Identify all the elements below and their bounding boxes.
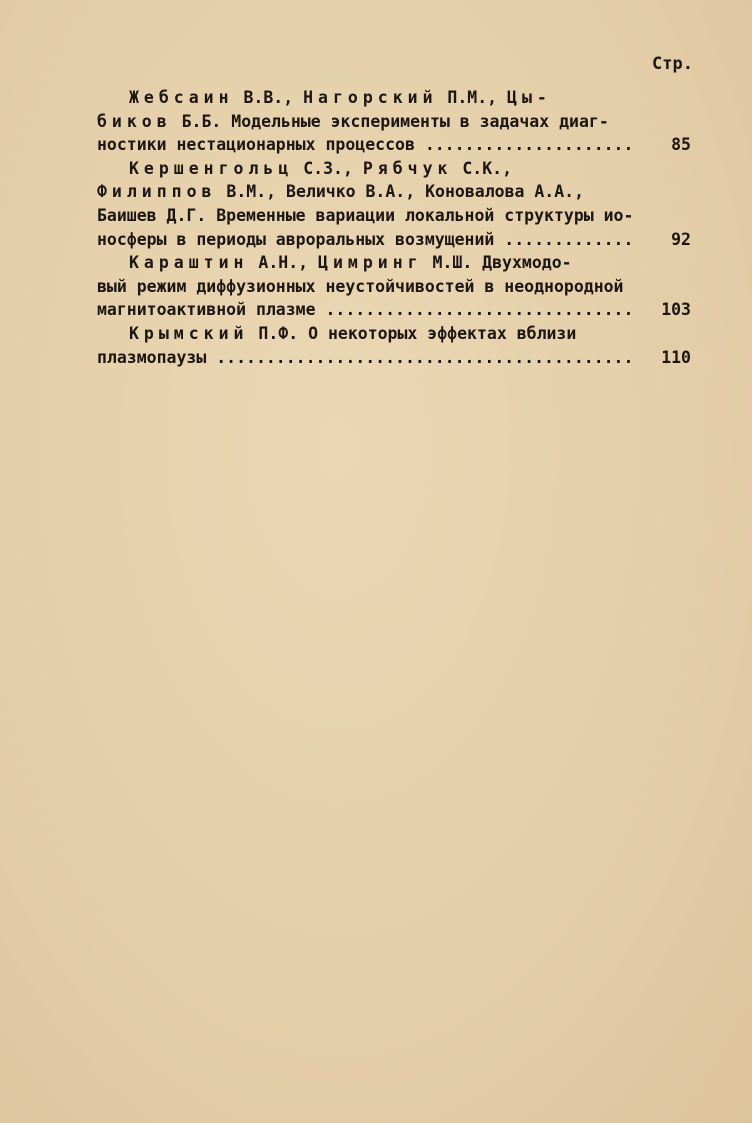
- author-name-spaced: биков: [97, 111, 172, 131]
- entry-title-text: магнитоактивной плазме ...............................: [97, 300, 634, 320]
- entry-title-text: Б.Б. Модельные эксперименты в задачах диаг-: [171, 111, 609, 131]
- entry-line: [97, 346, 697, 370]
- page-number: 103: [661, 300, 691, 320]
- entry-title-text: В.М., Величко В.А., Коновалова А.А.,: [216, 182, 585, 202]
- toc-entry: [97, 157, 697, 251]
- entry-line: [97, 86, 697, 110]
- entry-title-text: ностики нестационарных процессов .....................: [97, 135, 634, 155]
- author-name-spaced: Цимринг: [318, 253, 423, 273]
- author-name-spaced: Цы-: [507, 88, 552, 107]
- page-number: 85: [671, 135, 691, 155]
- page-number: 110: [661, 347, 691, 367]
- page-column-label: Стр.: [652, 54, 693, 74]
- toc-entry: [97, 251, 697, 322]
- author-initials: С.К.,: [452, 158, 513, 178]
- entry-title-text: вый режим диффузионных неустойчивостей в неоднородной: [97, 276, 624, 296]
- entry-title-text: Баишев Д.Г. Временные вариации локальной структуры ио-: [97, 205, 634, 225]
- entry-title-text: М.Ш. Двухмодо-: [422, 253, 572, 273]
- entry-line: [97, 133, 697, 157]
- author-name-spaced: Крымский: [129, 323, 249, 343]
- entry-line: [97, 110, 697, 134]
- author-name-spaced: Рябчук: [362, 158, 453, 178]
- table-of-contents: [97, 86, 697, 369]
- entry-line: [97, 180, 697, 204]
- entry-title-text: плазмопаузы ..........................................: [97, 347, 634, 367]
- entry-line: [97, 228, 697, 252]
- entry-line: [97, 298, 697, 322]
- author-name-spaced: Кершенгольц: [129, 158, 294, 178]
- author-name-spaced: Жебсаин: [129, 88, 234, 107]
- author-name-spaced: Караштин: [129, 253, 249, 273]
- author-initials: П.М.,: [437, 88, 508, 107]
- entry-title-text: П.Ф. О некоторых эффектах вблизи: [248, 323, 577, 343]
- entry-line: [97, 204, 697, 228]
- author-initials: С.З.,: [293, 158, 363, 178]
- author-initials: В.В.,: [233, 88, 304, 107]
- page-number: 92: [671, 229, 691, 249]
- entry-line: [97, 322, 697, 346]
- entry-line: [97, 275, 697, 299]
- toc-entry: [97, 322, 697, 369]
- entry-line: [97, 251, 697, 275]
- author-name-spaced: Нагорский: [303, 88, 438, 107]
- author-initials: А.Н.,: [248, 253, 319, 273]
- toc-entry: [97, 86, 697, 157]
- entry-title-text: носферы в периоды авроральных возмущений .............: [97, 229, 634, 249]
- entry-line: [97, 157, 697, 181]
- author-name-spaced: Филиппов: [97, 182, 217, 202]
